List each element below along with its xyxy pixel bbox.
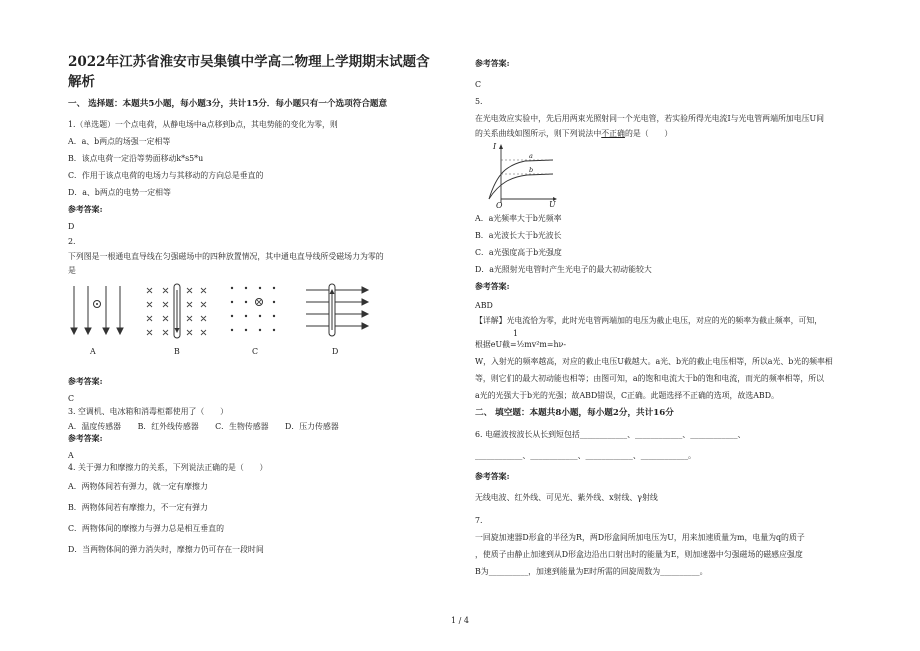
graph-curve-a: a [529, 152, 533, 160]
q5-not-correct: 不正确 [601, 129, 625, 138]
q5-explain-frac: 1 [513, 329, 519, 338]
graph-axis-u: U [549, 200, 556, 209]
q1-option-a: A．a、b两点的场强一定相等 [68, 137, 171, 146]
q1-answer: D [68, 222, 75, 231]
q5-graph [475, 143, 857, 209]
q4-answer-label: 参考答案: [475, 59, 510, 68]
q2-stem-line2: 是 [68, 266, 76, 275]
q4-option-b: B．两物体间若有摩擦力，不一定有弹力 [68, 503, 208, 512]
q2-figures [68, 282, 438, 362]
q2-figure-a [68, 282, 128, 342]
graph-origin: O [496, 201, 503, 210]
q7-line3: B为__________，加速到能量为E时所需的回旋周数为__________。 [475, 567, 708, 576]
q5-answer-label: 参考答案: [475, 282, 510, 291]
q5-answer: ABD [475, 301, 493, 310]
q3-option-b: B．红外线传感器 [137, 422, 199, 431]
q1-option-b: B．该点电荷一定沿等势面移动k*s5*u [68, 154, 204, 163]
q2-number: 2. [68, 237, 76, 246]
q5-explain-4: 等，则它们的最大初动能也相等；由图可知，a的饱和电流大于b的饱和电流，而光的频率相等，所以 [475, 374, 825, 383]
q2-label-b: B [174, 347, 180, 356]
q1-stem: 1.（单选题）一个点电荷，从静电场中a点移到b点，其电势能的变化为零，则 [68, 120, 338, 129]
q2-label-a: A [90, 347, 96, 356]
q5-option-a: A．a光频率大于b光频率 [475, 214, 562, 223]
q5-explain-3: W，入射光的频率越高，对应的截止电压U截越大。a光、b光的截止电压相等，所以a光、b光的频率相 [475, 357, 833, 366]
q7-line1: 一回旋加速器D形盒的半径为R，两D形盒间所加电压为U，用来加速质量为m，电量为q的质子 [475, 533, 805, 542]
q6-line2: ____________、____________、____________、____________。 [475, 451, 696, 460]
q3-answer-label: 参考答案: [68, 434, 103, 443]
q7-line2: ，使质子由静止加速到从D形盒边沿出口射出时的能量为E，则加速器中匀强磁场的磁感应强度 [475, 550, 803, 559]
q7-number: 7. [475, 516, 483, 525]
q5-option-c: C．a光强度高于b光强度 [475, 248, 562, 257]
q4-answer: C [475, 80, 482, 89]
graph-axis-i: I [493, 142, 497, 151]
q5-explain-2: 根据eU截=½mv²m=hν- [475, 340, 566, 349]
q2-stem-line1: 下列图是一根通电直导线在匀强磁场中的四种放置情况，其中通电直导线所受磁场力为零的 [68, 252, 384, 261]
q3-option-d: D．压力传感器 [285, 422, 339, 431]
q5-explain-5: a光的光强大于b光的光强；故ABD错误，C正确。此题选择不正确的选项，故选ABD。 [475, 391, 779, 400]
q2-label-d: D [332, 347, 339, 356]
q3-options [68, 421, 438, 432]
q6-answer: 无线电波、红外线、可见光、紫外线、x射线、γ射线 [475, 493, 658, 502]
q2-answer-label: 参考答案: [68, 377, 103, 386]
q5-line2-prefix: 的关系曲线如图所示，则下列说法中 [475, 129, 602, 138]
q5-line1: 在光电效应实验中，先后用两束光照射同一个光电管，若实验所得光电流I与光电管两端所加电压U间 [475, 114, 825, 123]
q3-option-a: A．温度传感器 [68, 422, 122, 431]
q4-stem: 4. 关于弹力和摩擦力的关系，下列说法正确的是（ ） [68, 463, 268, 472]
q5-option-d: D．a光照射光电管时产生光电子的最大初动能较大 [475, 265, 652, 274]
q5-option-b: B．a光波长大于b光波长 [475, 231, 562, 240]
q1-option-d: D．a、b两点的电势一定相等 [68, 188, 171, 197]
q4-option-c: C．两物体间的摩擦力与弹力总是相互垂直的 [68, 524, 224, 533]
q5-line2 [475, 128, 857, 139]
q2-answer: C [68, 394, 75, 403]
q6-answer-label: 参考答案: [475, 472, 510, 481]
q4-option-a: A．两物体间若有弹力，就一定有摩擦力 [68, 482, 208, 491]
q1-answer-label: 参考答案: [68, 205, 103, 214]
q2-figure-b [143, 282, 213, 342]
left-column [68, 52, 438, 555]
iu-graph-svg [477, 143, 557, 209]
graph-curve-b: b [529, 166, 534, 174]
page-number: 1 / 4 [451, 616, 469, 625]
q6-line1: 6. 电磁波按波长从长到短包括____________、____________、____________、 [475, 430, 746, 439]
q5-line2-suffix: 的是（ ） [624, 129, 673, 138]
q5-explain-1: 【详解】光电流恰为零，此时光电管两端加的电压为截止电压，对应的光的频率为截止频率，可知， [475, 316, 823, 325]
right-column [475, 58, 857, 577]
q3-option-c: C．生物传感器 [215, 422, 269, 431]
q1-option-c: C．作用于该点电荷的电场力与其移动的方向总是垂直的 [68, 171, 264, 180]
q3-stem: 3. 空调机、电冰箱和消毒柜都使用了（ ） [68, 407, 228, 416]
q2-label-c: C [252, 347, 259, 356]
q5-number: 5. [475, 97, 483, 106]
q3-answer: A [68, 451, 74, 460]
q4-option-d: D．当两物体间的弹力消失时，摩擦力仍可存在一段时间 [68, 545, 264, 554]
section-heading-choice: 一、 选择题：本题共5小题，每小题3分，共计15分．每小题只有一个选项符合题意 [68, 99, 388, 109]
q2-figure-c [228, 282, 288, 342]
q2-figure-d [300, 282, 370, 342]
document-title: 2022年江苏省淮安市吴集镇中学高二物理上学期期末试题含解析 [68, 54, 430, 90]
section-heading-fill: 二、 填空题：本题共8小题，每小题2分，共计16分 [475, 408, 674, 418]
